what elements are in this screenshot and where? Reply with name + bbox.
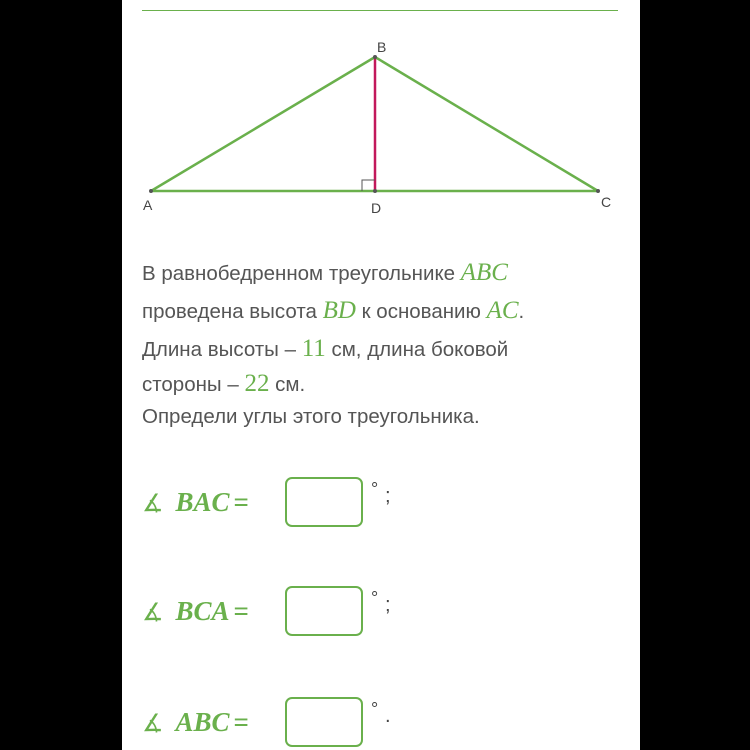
- degree-sign: °: [371, 588, 379, 608]
- equals-sign: =: [233, 596, 249, 626]
- label-a: A: [143, 197, 153, 213]
- label-d: D: [371, 200, 382, 216]
- problem-statement: [142, 254, 622, 433]
- point-a: [149, 189, 153, 193]
- base-name: AC: [486, 297, 519, 324]
- angle-name: BAC: [175, 487, 230, 517]
- problem-text: к основанию: [355, 300, 487, 323]
- problem-line-2: [142, 292, 622, 330]
- right-angle-marker: [362, 180, 375, 191]
- triangle-name: ABC: [460, 259, 508, 286]
- problem-text: стороны –: [142, 373, 245, 396]
- degree-sign: °: [371, 479, 379, 499]
- problem-text: см.: [269, 373, 306, 396]
- problem-line-4: [142, 368, 622, 401]
- equals-sign: =: [233, 487, 249, 517]
- label-c: C: [601, 194, 612, 210]
- punctuation: ;: [385, 485, 391, 507]
- label-b: B: [377, 39, 387, 55]
- point-b: [373, 55, 377, 59]
- angle-icon: ∡: [142, 491, 164, 517]
- punctuation: ;: [385, 594, 391, 616]
- angle-name: BCA: [175, 596, 230, 626]
- task-panel: [122, 0, 640, 750]
- problem-line-3: [142, 330, 622, 368]
- angle-label: [142, 487, 249, 518]
- punctuation: .: [385, 705, 391, 727]
- height-name: BD: [322, 297, 356, 324]
- equals-sign: =: [233, 707, 249, 737]
- angle-name: ABC: [175, 707, 230, 737]
- answer-row-abc: [142, 697, 622, 750]
- problem-text: .: [518, 300, 525, 323]
- angle-icon: ∡: [142, 711, 164, 737]
- problem-text: Длина высоты –: [142, 338, 302, 361]
- problem-line-5: [142, 401, 622, 433]
- problem-question: Определи углы этого треугольника.: [142, 405, 480, 428]
- side-length: 22: [244, 370, 270, 397]
- angle-bac-input[interactable]: [285, 477, 363, 527]
- problem-line-1: [142, 254, 622, 292]
- problem-text: см, длина боковой: [325, 338, 509, 361]
- problem-text: проведена высота: [142, 300, 323, 323]
- problem-text: В равнобедренном треугольнике: [142, 262, 461, 285]
- answer-row-bca: [142, 586, 622, 642]
- triangle-diagram: [122, 0, 640, 230]
- angle-label: [142, 707, 249, 738]
- height-length: 11: [301, 335, 326, 362]
- point-c: [596, 189, 600, 193]
- point-d: [373, 189, 377, 193]
- angle-label: [142, 596, 249, 627]
- degree-sign: °: [371, 699, 379, 719]
- angle-abc-input[interactable]: [285, 697, 363, 747]
- angle-icon: ∡: [142, 600, 164, 626]
- answer-row-bac: [142, 477, 622, 533]
- angle-bca-input[interactable]: [285, 586, 363, 636]
